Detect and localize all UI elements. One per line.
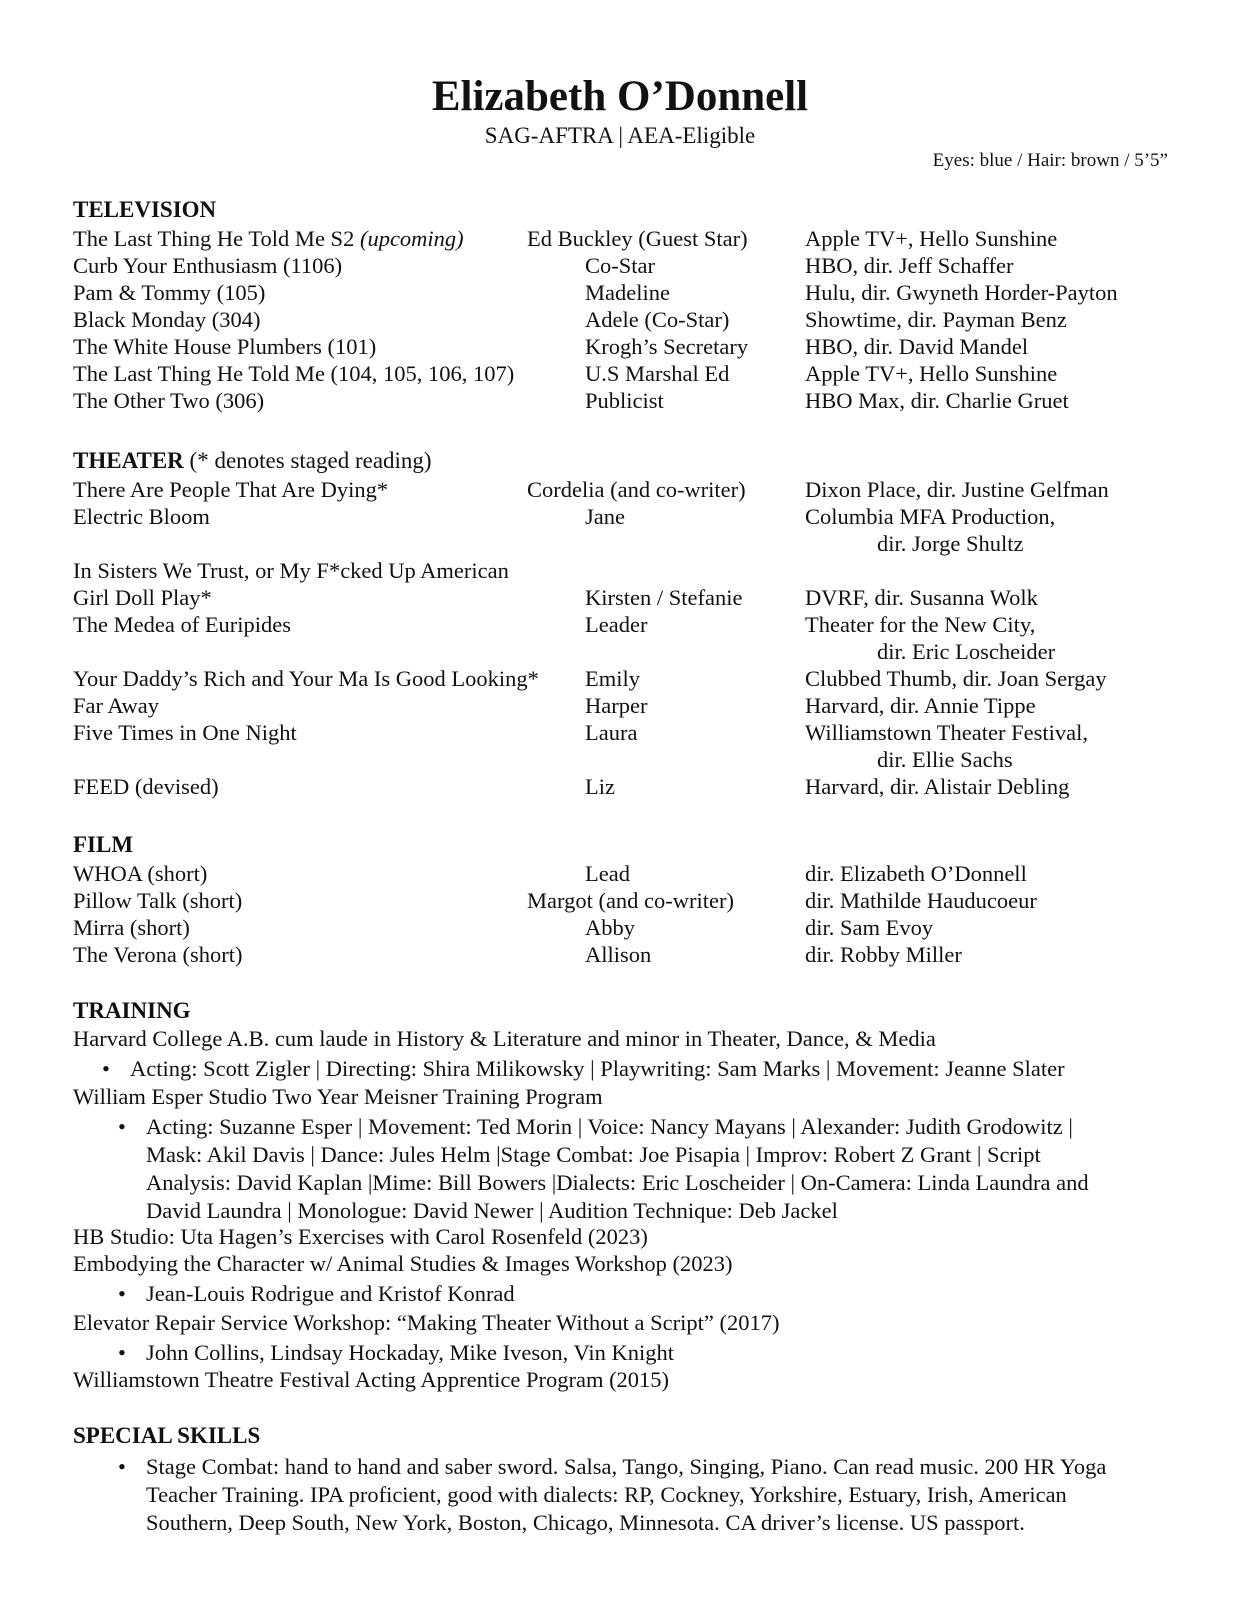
film-role: Margot (and co-writer) [527, 888, 735, 913]
tv-title: The Last Thing He Told Me (104, 105, 106, 107) [73, 361, 515, 386]
film-credit: dir. Robby Miller [805, 942, 962, 967]
theater-note: (* denotes staged reading) [189, 448, 432, 473]
training-entry: Embodying the Character w/ Animal Studies & Images Workshop (2023) [73, 1251, 733, 1276]
film-title: The Verona (short) [73, 942, 243, 967]
tv-role: Krogh’s Secretary [585, 334, 749, 359]
film-heading: FILM [73, 832, 134, 857]
theater-role: Kirsten / Stefanie [585, 585, 743, 610]
theater-credit: Clubbed Thumb, dir. Joan Sergay [805, 666, 1107, 691]
theater-credit: Theater for the New City, dir. Eric Loscheider [805, 612, 1056, 664]
tv-credit: Apple TV+, Hello Sunshine [805, 226, 1058, 251]
film-role: Allison [585, 942, 652, 967]
theater-role: Liz [585, 774, 615, 799]
special-skills-heading: SPECIAL SKILLS [73, 1423, 261, 1448]
tv-role: U.S Marshal Ed [585, 361, 730, 386]
training-entry: Williamstown Theatre Festival Acting Apprentice Program (2015) [73, 1367, 670, 1392]
film-title: WHOA (short) [73, 861, 208, 886]
union-status: SAG-AFTRA | AEA-Eligible [484, 123, 756, 148]
training-entry: Elevator Repair Service Workshop: “Making Theater Without a Script” (2017) [73, 1310, 780, 1335]
skills-bullet: • Stage Combat: hand to hand and saber sword. Salsa, Tango, Singing, Piano. Can read music. 200 HR Yoga Teacher Training. IPA proficient, good with dialects: RP, Cockney, Yorkshire, Estuary, Irish, American Southern, Deep South, New York, Boston, Chicago, Minnesota. CA driver’s license. US passport. [118, 1454, 1107, 1535]
theater-role: Laura [585, 720, 638, 745]
tv-credit: Showtime, dir. Payman Benz [805, 307, 1067, 332]
film-credit: dir. Elizabeth O’Donnell [805, 861, 1027, 886]
theater-title: There Are People That Are Dying* [73, 477, 389, 502]
training-entry: Harvard College A.B. cum laude in History & Literature and minor in Theater, Dance, & Media [73, 1026, 936, 1051]
theater-credit: Harvard, dir. Annie Tippe [805, 693, 1036, 718]
tv-credit: Apple TV+, Hello Sunshine [805, 361, 1058, 386]
tv-title: Curb Your Enthusiasm (1106) [73, 253, 343, 278]
theater-credit: Williamstown Theater Festival, dir. Ellie Sachs [805, 720, 1088, 772]
tv-title: The Other Two (306) [73, 388, 265, 413]
film-role: Abby [585, 915, 635, 940]
tv-credit: HBO, dir. Jeff Schaffer [805, 253, 1014, 278]
theater-credit: Harvard, dir. Alistair Debling [805, 774, 1070, 799]
tv-credit: Hulu, dir. Gwyneth Horder-Payton [805, 280, 1118, 305]
physical-stats: Eyes: blue / Hair: brown / 5’5” [932, 150, 1168, 171]
theater-title: Five Times in One Night [73, 720, 297, 745]
training-bullet: • John Collins, Lindsay Hockaday, Mike Iveson, Vin Knight [118, 1340, 674, 1365]
tv-role: Co-Star [585, 253, 655, 278]
theater-credit: Columbia MFA Production, dir. Jorge Shultz [805, 504, 1056, 556]
film-title: Mirra (short) [73, 915, 190, 940]
training-bullet: • Acting: Suzanne Esper | Movement: Ted Morin | Voice: Nancy Mayans | Alexander: Judith Grodowitz | Mask: Akil Davis | Dance: Jules Helm |Stage Combat: Joe Pisapia | Improv: Robert Z Grant | Script Analysis: David Kaplan |Mime: Bill Bowers |Dialects: Eric Loscheider | On-Camera: Linda Laundra and David Laundra | Monologue: David Newer | Audition Technique: Deb Jackel [118, 1114, 1089, 1223]
theater-title: Your Daddy’s Rich and Your Ma Is Good Looking* [73, 666, 539, 691]
theater-credit: Dixon Place, dir. Justine Gelfman [805, 477, 1109, 502]
film-role: Lead [585, 861, 630, 886]
theater-role: Jane [585, 504, 625, 529]
theater-title: In Sisters We Trust, or My F*cked Up American Girl Doll Play* [73, 558, 509, 610]
theater-role: Harper [585, 693, 648, 718]
tv-credit: HBO Max, dir. Charlie Gruet [805, 388, 1069, 413]
theater-title: Electric Bloom [73, 504, 210, 529]
tv-title: The White House Plumbers (101) [73, 334, 377, 359]
theater-title: FEED (devised) [73, 774, 219, 799]
training-heading: TRAINING [73, 998, 191, 1023]
television-heading: TELEVISION [73, 197, 217, 222]
tv-role: Ed Buckley (Guest Star) [527, 226, 748, 251]
theater-role: Cordelia (and co-writer) [527, 477, 746, 502]
theater-title: Far Away [73, 693, 160, 718]
tv-role: Publicist [585, 388, 664, 413]
theater-role: Emily [585, 666, 640, 691]
theater-credit: DVRF, dir. Susanna Wolk [805, 585, 1038, 610]
training-entry: William Esper Studio Two Year Meisner Training Program [73, 1084, 603, 1109]
film-credit: dir. Sam Evoy [805, 915, 934, 940]
film-credit: dir. Mathilde Hauducoeur [805, 888, 1037, 913]
tv-title: The Last Thing He Told Me S2 (upcoming) [73, 226, 464, 251]
theater-heading: THEATER (* denotes staged reading) [73, 448, 432, 473]
training-entry: HB Studio: Uta Hagen’s Exercises with Carol Rosenfeld (2023) [73, 1224, 648, 1249]
training-bullet: • Jean-Louis Rodrigue and Kristof Konrad [118, 1281, 515, 1306]
training-bullet: • Acting: Scott Zigler | Directing: Shira Milikowsky | Playwriting: Sam Marks | Movement: Jeanne Slater [102, 1056, 1065, 1081]
tv-role: Madeline [585, 280, 670, 305]
tv-title: Black Monday (304) [73, 307, 261, 332]
tv-credit: HBO, dir. David Mandel [805, 334, 1029, 359]
theater-role: Leader [585, 612, 648, 637]
theater-title: The Medea of Euripides [73, 612, 292, 637]
actor-name: Elizabeth O’Donnell [431, 73, 809, 120]
film-title: Pillow Talk (short) [73, 888, 243, 913]
tv-title: Pam & Tommy (105) [73, 280, 266, 305]
tv-role: Adele (Co-Star) [585, 307, 730, 332]
